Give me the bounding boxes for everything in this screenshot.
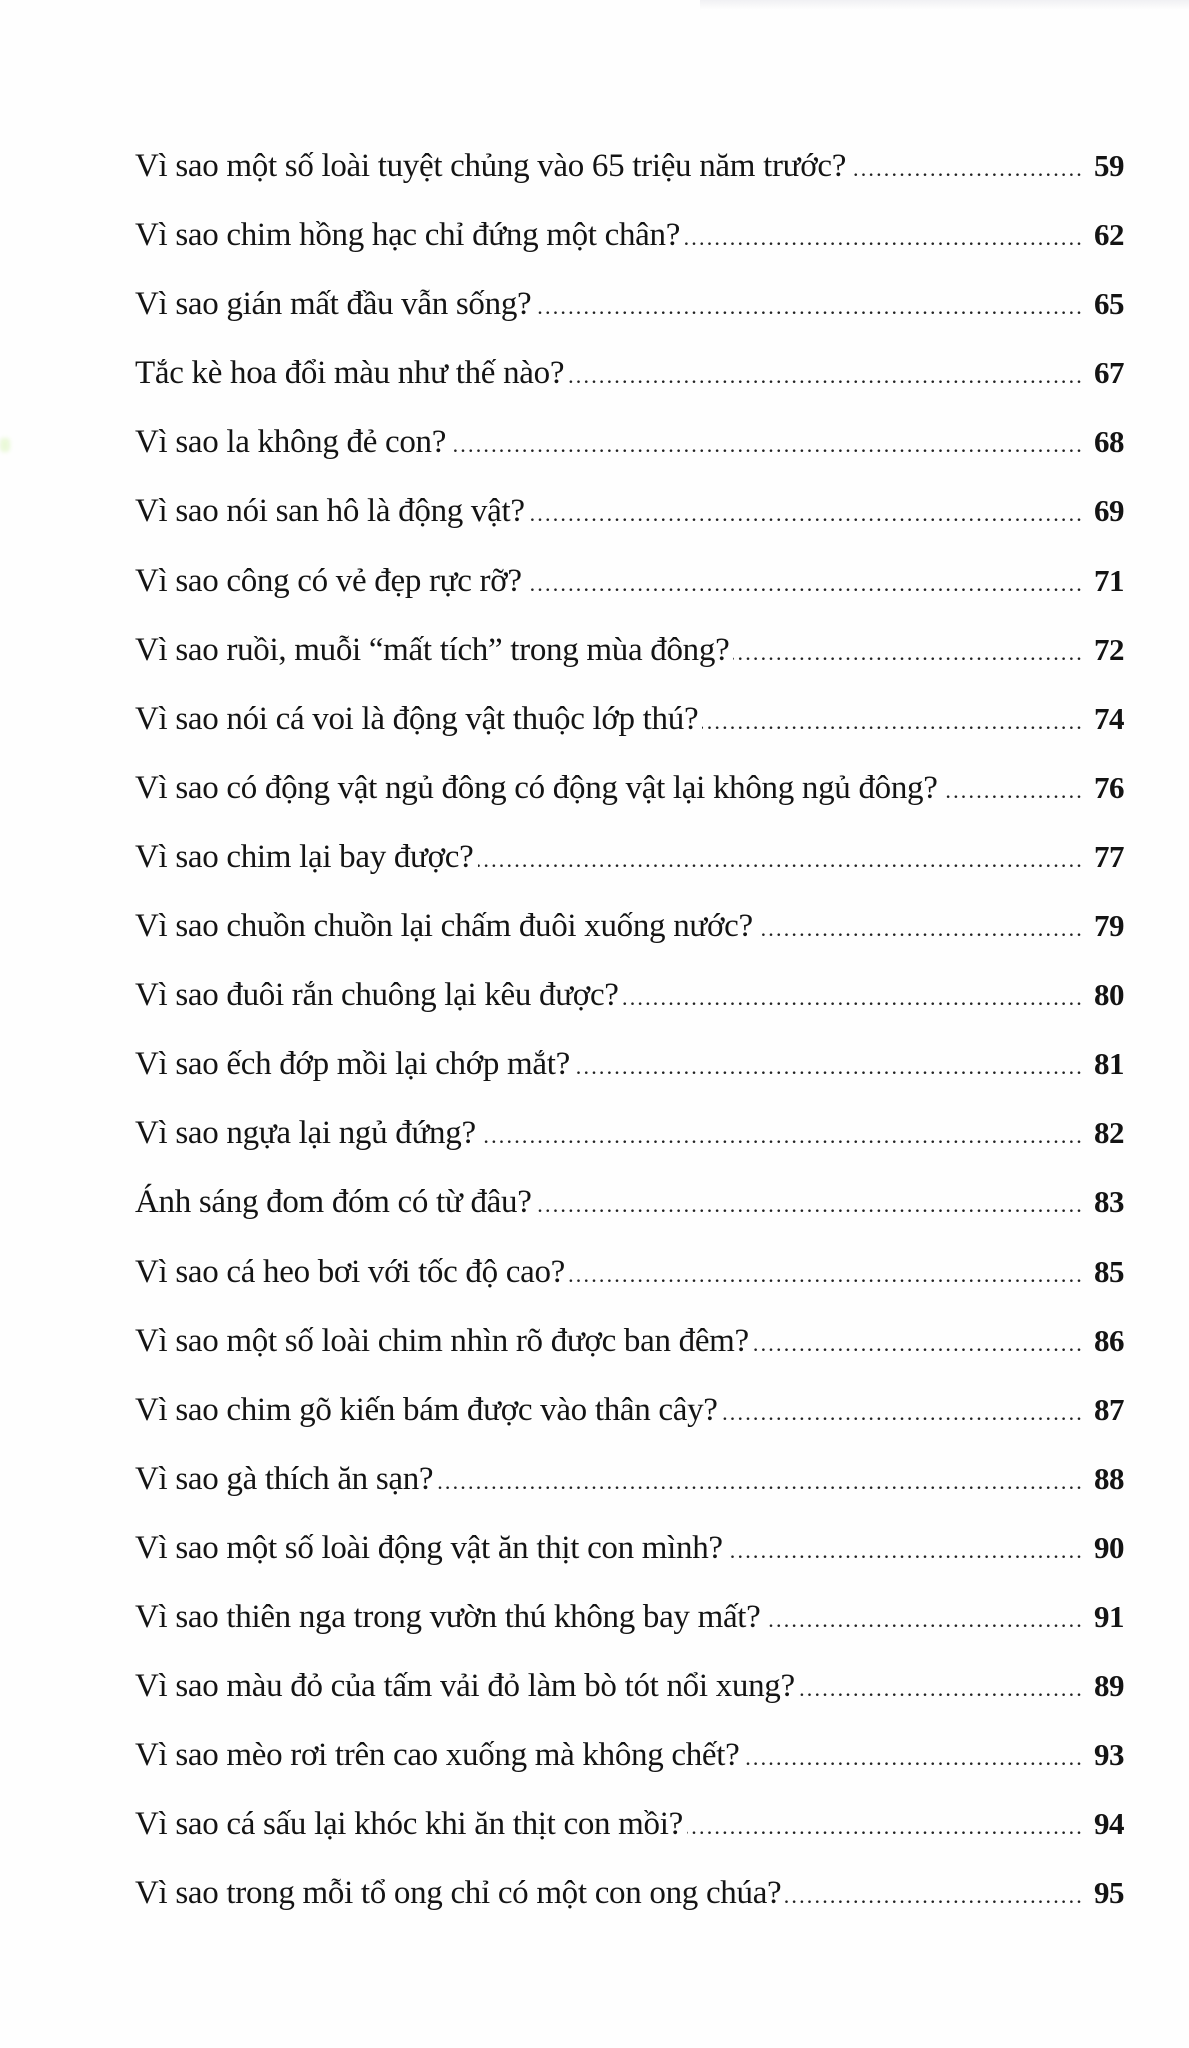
- toc-entry-title: Vì sao công có vẻ đẹp rực rỡ?: [135, 562, 522, 599]
- dot-leader: [684, 218, 1084, 258]
- toc-entry: [135, 630, 1124, 699]
- toc-entry-title: Vì sao nói san hô là động vật?: [135, 493, 525, 530]
- toc-entry: [135, 1321, 1124, 1390]
- dot-leader: [437, 1462, 1084, 1502]
- toc-entry-title: Vì sao cá sấu lại khóc khi ăn thịt con mồi?: [135, 1806, 683, 1843]
- toc-entry: [135, 1528, 1124, 1597]
- toc-entry-page: 93: [1094, 1737, 1124, 1773]
- toc-entry: [135, 1804, 1124, 1873]
- dot-leader: [450, 425, 1084, 465]
- toc-entry-title: Vì sao đuôi rắn chuông lại kêu được?: [135, 977, 619, 1014]
- toc-entry-title: Vì sao nói cá voi là động vật thuộc lớp thú?: [135, 700, 699, 737]
- toc-entry-page: 67: [1094, 355, 1124, 391]
- dot-leader: [785, 1876, 1084, 1916]
- dot-leader: [744, 1738, 1085, 1778]
- toc-entry-page: 82: [1094, 1115, 1124, 1151]
- dot-leader: [942, 771, 1084, 811]
- toc-entry-title: Vì sao chim lại bay được?: [135, 838, 474, 875]
- toc-entry: [135, 1666, 1124, 1735]
- dot-leader: [480, 1116, 1084, 1156]
- toc-entry-title: Vì sao gián mất đầu vẫn sống?: [135, 286, 532, 323]
- toc-entry-title: Vì sao thiên nga trong vườn thú không bay mất?: [135, 1598, 761, 1635]
- dot-leader: [753, 1324, 1084, 1364]
- toc-entry-title: Vì sao cá heo bơi với tốc độ cao?: [135, 1253, 566, 1290]
- toc-entry-page: 94: [1094, 1806, 1124, 1842]
- dot-leader: [850, 149, 1084, 189]
- dot-leader: [526, 564, 1084, 604]
- toc-entry-title: Vì sao chim hồng hạc chỉ đứng một chân?: [135, 217, 681, 254]
- toc-entry-title: Vì sao chim gõ kiến bám được vào thân cây?: [135, 1391, 718, 1428]
- toc-entry: [135, 699, 1124, 768]
- dot-leader: [536, 1185, 1084, 1225]
- toc-entry: [135, 491, 1124, 560]
- scan-artifact: [0, 438, 10, 452]
- toc-entry-page: 77: [1094, 838, 1124, 874]
- toc-entry: [135, 837, 1124, 906]
- toc-entry: [135, 1597, 1124, 1666]
- toc-entry-title: Vì sao có động vật ngủ đông có động vật lại không ngủ đông?: [135, 769, 938, 806]
- toc-entry-title: Vì sao trong mỗi tổ ong chỉ có một con ong chúa?: [135, 1875, 782, 1912]
- table-of-contents: [135, 146, 1124, 1942]
- toc-entry-page: 95: [1094, 1875, 1124, 1911]
- dot-leader: [722, 1393, 1084, 1433]
- toc-entry-page: 62: [1094, 217, 1124, 253]
- toc-entry-page: 89: [1094, 1668, 1124, 1704]
- toc-entry: [135, 1459, 1124, 1528]
- toc-entry-page: 85: [1094, 1253, 1124, 1289]
- toc-entry: [135, 975, 1124, 1044]
- toc-entry-page: 71: [1094, 562, 1124, 598]
- toc-entry: [135, 1390, 1124, 1459]
- dot-leader: [535, 287, 1084, 327]
- toc-entry-title: Vì sao ruồi, muỗi “mất tích” trong mùa đông?: [135, 631, 730, 668]
- toc-entry-title: Ánh sáng đom đóm có từ đâu?: [135, 1184, 532, 1221]
- toc-entry-title: Vì sao một số loài động vật ăn thịt con mình?: [135, 1529, 723, 1566]
- toc-entry-page: 83: [1094, 1184, 1124, 1220]
- dot-leader: [687, 1807, 1084, 1847]
- toc-entry-title: Vì sao ếch đớp mồi lại chớp mắt?: [135, 1046, 570, 1083]
- toc-entry-page: 81: [1094, 1046, 1124, 1082]
- dot-leader: [623, 978, 1084, 1018]
- toc-entry-page: 65: [1094, 286, 1124, 322]
- toc-entry-title: Vì sao màu đỏ của tấm vải đỏ làm bò tót nổi xung?: [135, 1668, 795, 1705]
- toc-entry-title: Vì sao la không đẻ con?: [135, 424, 447, 461]
- toc-entry: [135, 561, 1124, 630]
- toc-entry: [135, 353, 1124, 422]
- toc-entry-title: Vì sao gà thích ăn sạn?: [135, 1460, 434, 1497]
- toc-entry-page: 74: [1094, 700, 1124, 736]
- toc-entry: [135, 422, 1124, 491]
- toc-entry: [135, 1113, 1124, 1182]
- scan-bleed-through: [700, 0, 1189, 10]
- dot-leader: [529, 494, 1084, 534]
- toc-entry-title: Vì sao ngựa lại ngủ đứng?: [135, 1115, 476, 1152]
- toc-entry: [135, 1252, 1124, 1321]
- dot-leader: [799, 1669, 1084, 1709]
- toc-entry: [135, 768, 1124, 837]
- toc-entry-page: 79: [1094, 908, 1124, 944]
- dot-leader: [765, 1600, 1084, 1640]
- toc-entry: [135, 1735, 1124, 1804]
- toc-entry-page: 90: [1094, 1529, 1124, 1565]
- dot-leader: [727, 1531, 1084, 1571]
- toc-entry-title: Vì sao một số loài tuyệt chủng vào 65 triệu năm trước?: [135, 148, 847, 184]
- toc-entry: [135, 1044, 1124, 1113]
- toc-entry-page: 87: [1094, 1391, 1124, 1427]
- toc-entry-page: 80: [1094, 977, 1124, 1013]
- toc-entry-page: 91: [1094, 1598, 1124, 1634]
- toc-entry-page: 72: [1094, 631, 1124, 667]
- dot-leader: [574, 1047, 1084, 1087]
- dot-leader: [569, 1255, 1084, 1295]
- toc-entry: [135, 906, 1124, 975]
- toc-entry-title: Vì sao mèo rơi trên cao xuống mà không chết?: [135, 1737, 740, 1774]
- toc-entry: [135, 1873, 1124, 1942]
- toc-entry-page: 88: [1094, 1460, 1124, 1496]
- toc-entry-title: Tắc kè hoa đổi màu như thế nào?: [135, 355, 565, 392]
- toc-entry: [135, 146, 1124, 215]
- dot-leader: [478, 840, 1085, 880]
- toc-entry-page: 86: [1094, 1322, 1124, 1358]
- toc-entry: [135, 284, 1124, 353]
- toc-entry-page: 68: [1094, 424, 1124, 460]
- dot-leader: [757, 909, 1084, 949]
- toc-entry: [135, 1182, 1124, 1251]
- dot-leader: [702, 702, 1084, 742]
- toc-entry-page: 59: [1094, 148, 1124, 183]
- toc-entry-page: 69: [1094, 493, 1124, 529]
- toc-entry-page: 76: [1094, 769, 1124, 805]
- toc-entry-title: Vì sao chuồn chuồn lại chấm đuôi xuống nước?: [135, 908, 753, 945]
- toc-entry-title: Vì sao một số loài chim nhìn rõ được ban đêm?: [135, 1322, 749, 1359]
- dot-leader: [733, 633, 1084, 673]
- toc-entry: [135, 215, 1124, 284]
- dot-leader: [568, 356, 1084, 396]
